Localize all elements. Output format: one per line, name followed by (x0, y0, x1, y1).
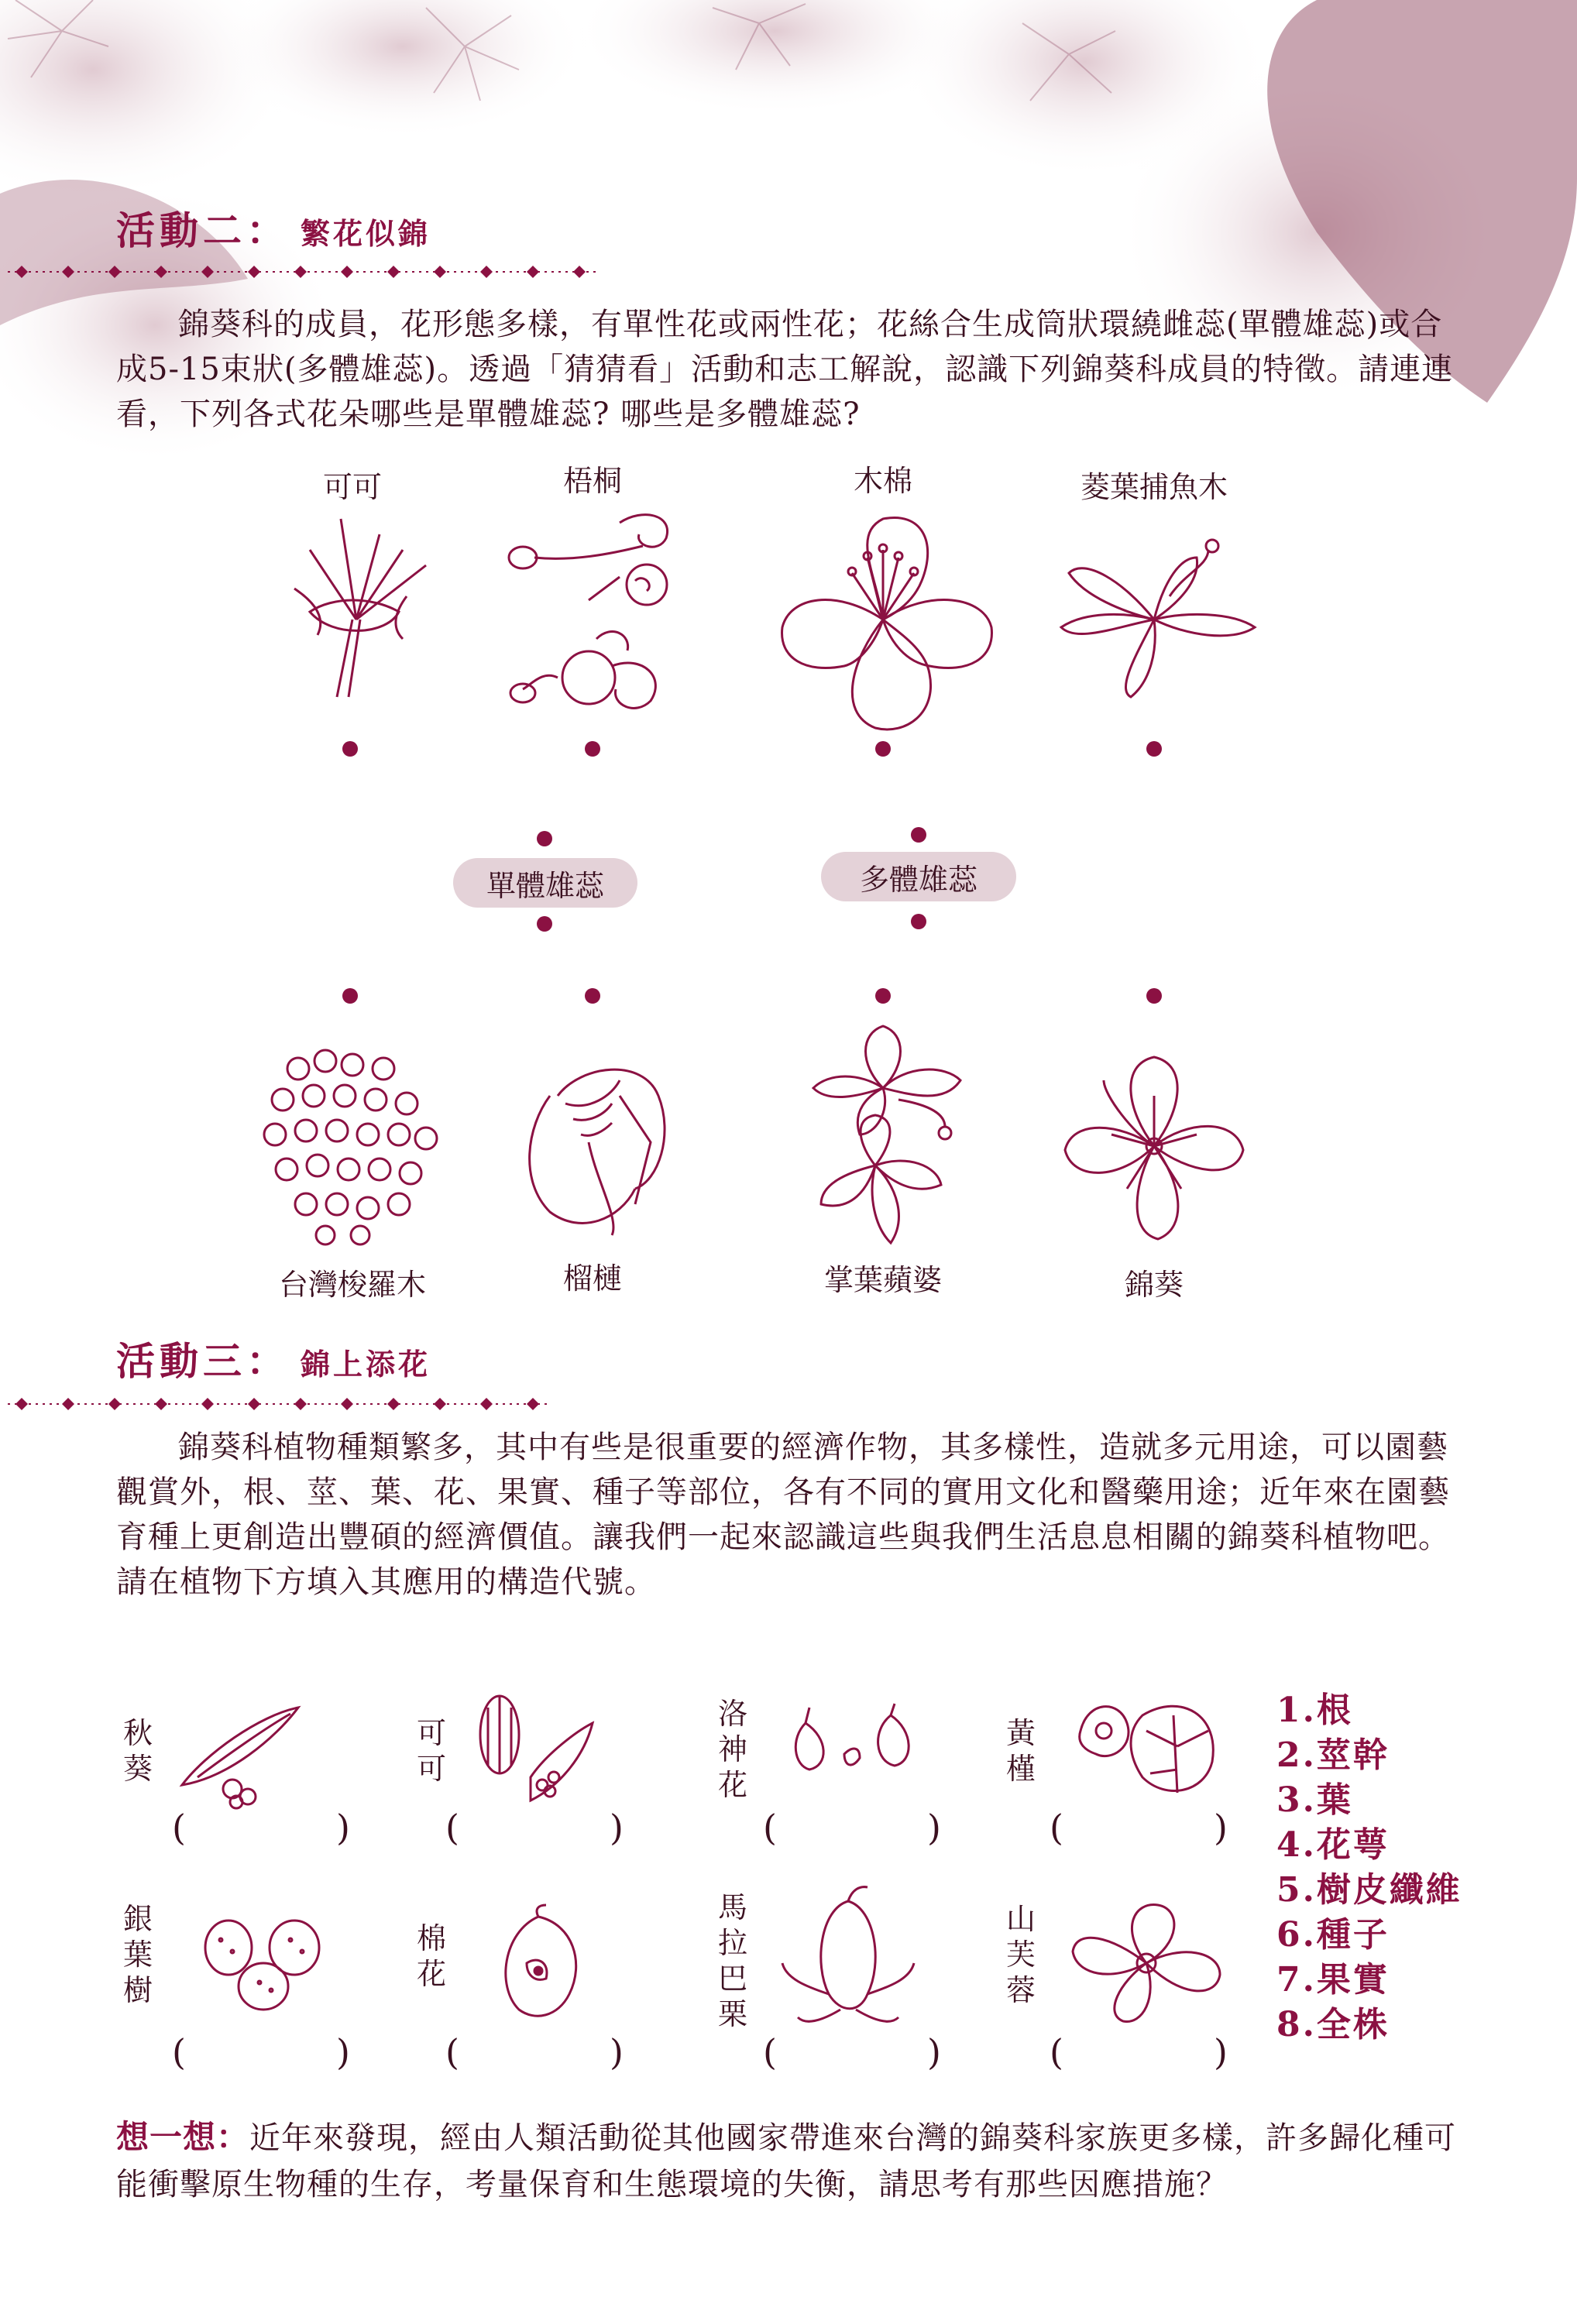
legend-item: 7.果實 (1276, 1960, 1390, 2000)
answer-blank-cotton-rose[interactable]: ( ) (1050, 2031, 1228, 2073)
answer-blank-roselle[interactable]: ( ) (763, 1807, 941, 1849)
match-dot-fishwood[interactable] (1146, 741, 1162, 757)
match-dot-kapok[interactable] (875, 741, 891, 757)
flower-name-kapok: 木棉 (853, 464, 912, 498)
activity2-title: 活動二： (116, 208, 290, 253)
malabar-chestnut-icon (775, 1878, 922, 2033)
match-dot-polyadelphous-bottom[interactable] (911, 914, 926, 929)
answer-blank-okra[interactable]: ( ) (172, 1807, 350, 1849)
wutong-flower-icon (496, 499, 697, 732)
activity3-heading (116, 1330, 431, 1386)
flower-name-fishwood: 菱葉捕魚木 (1080, 470, 1228, 504)
answer-blank-cacao[interactable]: ( ) (445, 1807, 624, 1849)
cotton-rose-icon (1065, 1897, 1228, 2029)
ornament-divider (8, 260, 596, 283)
legend-item: 8.全株 (1276, 2005, 1390, 2044)
kapok-flower-icon (775, 511, 999, 736)
activity2-heading (116, 200, 431, 256)
flower-name-cacao: 可可 (322, 470, 382, 504)
durian-flower-icon (503, 1049, 697, 1243)
answer-blank-malabar-chestnut[interactable]: ( ) (763, 2031, 941, 2073)
looking-glass-fruit-icon (198, 1913, 329, 2013)
match-dot-wutong[interactable] (585, 741, 600, 757)
plant-label-sea-hibiscus: 黃槿 (1005, 1716, 1036, 1786)
activity3-subtitle: 錦上添花 (301, 1347, 431, 1382)
flower-name-sterculia: 掌葉蘋婆 (823, 1263, 942, 1297)
answer-blank-cotton[interactable]: ( ) (445, 2031, 624, 2073)
cacao-flower-icon (263, 503, 441, 705)
answer-blank-sea-hibiscus[interactable]: ( ) (1050, 1807, 1228, 1849)
activity3-paragraph: 錦葵科植物種類繁多，其中有些是很重要的經濟作物，其多樣性，造就多元用途，可以園藝觀賞外，根、莖、葉、花、果實、種子等部位，各有不同的實用文化和醫藥用途；近年來在園藝育種上更創造出豐碩的經濟價值。讓我們一起來認識這些與我們生活息息相關的錦葵科植物吧。請在植物下方填入其應用的構造代號。 (116, 1430, 1450, 1600)
legend-item: 2.莖幹 (1276, 1735, 1390, 1775)
plant-label-malabar-chestnut: 馬拉巴栗 (717, 1890, 747, 2031)
activity2-subtitle: 繁花似錦 (301, 216, 431, 251)
legend-item: 1.根 (1276, 1691, 1353, 1730)
think-text: 近年來發現，經由人類活動從其他國家帶進來台灣的錦葵科家族更多樣，許多歸化種可能衝擊原生物種的生存，考量保育和生態環境的失衡，請思考有那些因應措施？ (116, 2120, 1457, 2202)
sterculia-flower-icon (790, 1018, 999, 1251)
plant-label-cotton-rose: 山芙蓉 (1005, 1902, 1036, 2007)
plant-label-okra: 秋葵 (122, 1716, 153, 1786)
legend-item: 4.花萼 (1276, 1825, 1390, 1865)
sea-hibiscus-icon (1065, 1684, 1220, 1808)
legend-item: 6.種子 (1276, 1915, 1390, 1955)
plant-label-cotton: 棉花 (416, 1921, 446, 1991)
polyadelphous-pill: 多體雄蕊 (821, 852, 1016, 901)
mallow-flower-icon (1057, 1049, 1251, 1243)
match-dot-sterculia[interactable] (875, 988, 891, 1004)
plant-label-looking-glass-tree: 銀葉樹 (122, 1902, 153, 2007)
roselle-icon (775, 1700, 929, 1785)
match-dot-durian[interactable] (585, 988, 600, 1004)
flower-name-mallow: 錦葵 (1124, 1268, 1184, 1302)
answer-blank-looking-glass-tree[interactable]: ( ) (172, 2031, 350, 2073)
structure-legend (1276, 1688, 1462, 2048)
activity3-title: 活動三： (116, 1338, 290, 1384)
legend-item: 5.樹皮纖維 (1276, 1870, 1462, 1910)
activity2-paragraph: 錦葵科的成員，花形態多樣，有單性花或兩性花；花絲合生成筒狀環繞雌蕊(單體雄蕊)或合成5-15束狀(多體雄蕊)。透過「猜猜看」活動和志工解說，認識下列錦葵科成員的特徵。請連連看，下列各式花朵哪些是單體雄蕊? 哪些是多體雄蕊? (116, 307, 1454, 432)
match-dot-mallow[interactable] (1146, 988, 1162, 1004)
monadelphous-pill: 單體雄蕊 (453, 858, 637, 908)
flower-name-wutong: 梧桐 (562, 464, 622, 498)
match-dot-polyadelphous-top[interactable] (911, 827, 926, 843)
sorrowood-flower-icon (252, 1038, 445, 1247)
ornament-divider (8, 1392, 550, 1416)
plant-label-cacao: 可可 (416, 1716, 446, 1786)
okra-icon (174, 1700, 314, 1812)
fishwood-flower-icon (1053, 511, 1263, 705)
legend-item: 3.葉 (1276, 1780, 1353, 1820)
match-dot-sorrowood[interactable] (342, 988, 358, 1004)
flower-name-durian: 榴槤 (562, 1262, 622, 1296)
cacao-pod-icon (469, 1692, 600, 1816)
think-section (116, 2114, 1464, 2208)
cotton-boll-icon (488, 1901, 589, 2025)
flower-name-sorrowood: 台灣梭羅木 (278, 1268, 426, 1302)
think-label: 想一想： (116, 2118, 250, 2156)
match-dot-monadelphous-top[interactable] (537, 831, 552, 846)
plant-label-roselle: 洛神花 (717, 1697, 747, 1802)
match-dot-monadelphous-bottom[interactable] (537, 916, 552, 932)
match-dot-cacao[interactable] (342, 741, 358, 757)
